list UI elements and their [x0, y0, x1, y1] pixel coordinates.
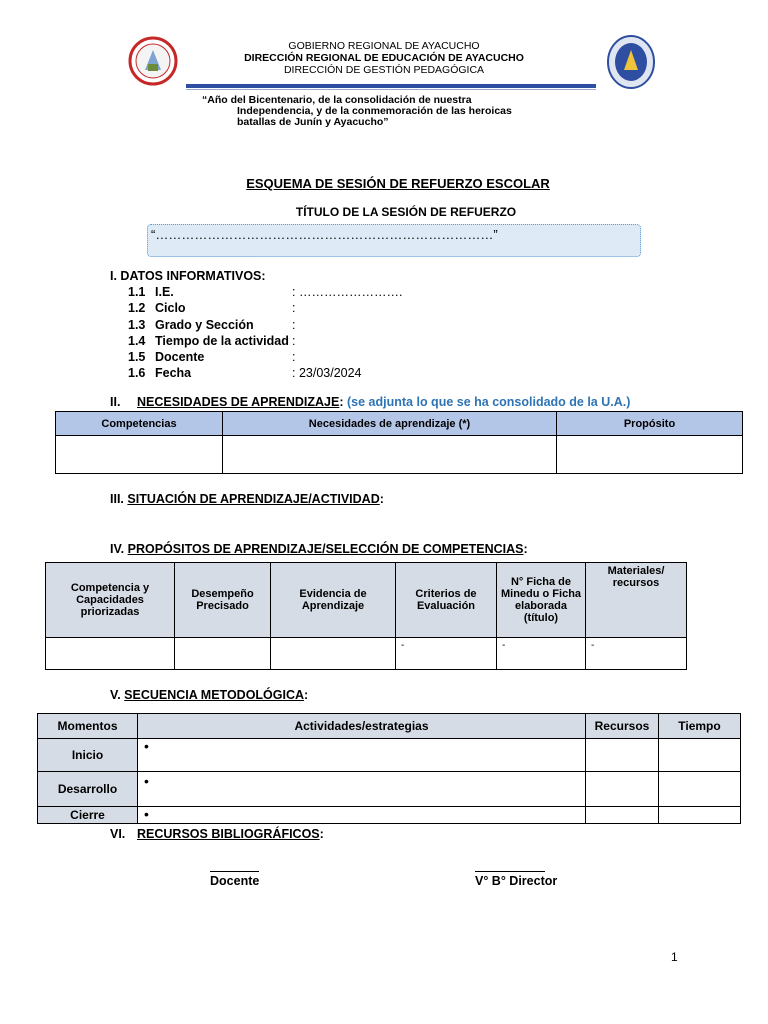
datos-number: 1.4	[128, 334, 146, 348]
header-line-2: DIRECCIÓN REGIONAL DE EDUCACIÓN DE AYACUCHO	[244, 52, 524, 64]
session-title-placeholder: “……………………………………………………………………”	[151, 227, 498, 242]
section2-note: (se adjunta lo que se ha consolidado de la U.A.)	[347, 395, 631, 409]
datos-value[interactable]: :	[292, 301, 296, 315]
section5-heading-line	[110, 687, 308, 703]
col-recursos: Recursos	[586, 714, 659, 739]
section2-heading: NECESIDADES DE APRENDIZAJE	[137, 395, 340, 409]
col-actividades: Actividades/estrategias	[138, 714, 586, 739]
datos-value[interactable]: :	[292, 334, 296, 348]
recursos-desarrollo[interactable]	[586, 772, 659, 807]
tiempo-cierre[interactable]	[659, 807, 741, 824]
col-tiempo: Tiempo	[659, 714, 741, 739]
datos-number: 1.1	[128, 285, 146, 299]
actividades-cierre[interactable]: •	[138, 807, 586, 824]
datos-label: I.E.	[155, 285, 174, 299]
needs-cell-necesidades[interactable]	[223, 436, 557, 474]
section5-number: V.	[110, 688, 121, 702]
purposes-cell-materiales[interactable]: -	[586, 638, 687, 670]
methodology-table	[37, 713, 741, 824]
section3-number: III.	[110, 492, 124, 506]
header-rule-thin	[186, 89, 596, 90]
section6-number: VI.	[110, 827, 126, 841]
session-title-box[interactable]	[147, 224, 641, 257]
datos-number: 1.5	[128, 350, 146, 364]
section6-heading-line	[137, 826, 324, 842]
datos-label: Grado y Sección	[155, 318, 254, 332]
director-label: V° B° Director	[475, 874, 558, 888]
section2-number: II.	[110, 395, 121, 409]
purposes-cell-criterios[interactable]: -	[396, 638, 497, 670]
section5-colon: :	[304, 688, 309, 702]
recursos-cierre[interactable]	[586, 807, 659, 824]
section3-heading-line	[110, 491, 384, 507]
section2-heading-line	[137, 394, 630, 410]
col-necesidades: Necesidades de aprendizaje (*)	[223, 412, 557, 436]
header-rule	[186, 84, 596, 88]
purposes-table	[45, 562, 687, 670]
datos-number: 1.2	[128, 301, 146, 315]
col-evidencia: Evidencia de Aprendizaje	[271, 563, 396, 638]
col-desempeno: Desempeño Precisado	[175, 563, 271, 638]
document-title: ESQUEMA DE SESIÓN DE REFUERZO ESCOLAR	[246, 176, 550, 191]
col-ficha: N° Ficha de Minedu o Ficha elaborada (título)	[497, 563, 586, 638]
lema-line-1: “Año del Bicentenario, de la consolidación de nuestra	[202, 94, 472, 106]
section4-number: IV.	[110, 542, 125, 556]
director-signature-line	[475, 871, 545, 872]
lema-line-2: Independencia, y de la conmemoración de las heroicas	[237, 105, 512, 117]
needs-cell-competencias[interactable]	[56, 436, 223, 474]
tiempo-desarrollo[interactable]	[659, 772, 741, 807]
datos-number: 1.6	[128, 366, 146, 380]
datos-label: Ciclo	[155, 301, 186, 315]
header-line-1: GOBIERNO REGIONAL DE AYACUCHO	[288, 40, 480, 52]
section1-heading: I. DATOS INFORMATIVOS:	[110, 269, 266, 283]
purposes-cell-evidencia[interactable]	[271, 638, 396, 670]
col-proposito: Propósito	[557, 412, 743, 436]
purposes-cell-ficha[interactable]: -	[497, 638, 586, 670]
section5-heading: SECUENCIA METODOLÓGICA	[124, 688, 305, 702]
col-momentos: Momentos	[38, 714, 138, 739]
purposes-cell-competencia[interactable]	[46, 638, 175, 670]
section4-colon: :	[523, 542, 528, 556]
datos-label: Docente	[155, 350, 205, 364]
tiempo-inicio[interactable]	[659, 739, 741, 772]
recursos-inicio[interactable]	[586, 739, 659, 772]
lema-line-3: batallas de Junín y Ayacucho”	[237, 116, 389, 128]
datos-value[interactable]: : 23/03/2024	[292, 366, 362, 380]
momento-inicio: Inicio	[38, 739, 138, 772]
momento-cierre: Cierre	[38, 807, 138, 824]
page-number: 1	[671, 950, 678, 964]
datos-number: 1.3	[128, 318, 146, 332]
actividades-desarrollo[interactable]: •	[138, 772, 586, 807]
actividades-inicio[interactable]: •	[138, 739, 586, 772]
section2-colon: :	[339, 395, 344, 409]
datos-value[interactable]: :	[292, 318, 296, 332]
section3-colon: :	[379, 492, 384, 506]
section3-heading: SITUACIÓN DE APRENDIZAJE/ACTIVIDAD	[127, 492, 380, 506]
needs-cell-proposito[interactable]	[557, 436, 743, 474]
col-competencias: Competencias	[56, 412, 223, 436]
momento-desarrollo: Desarrollo	[38, 772, 138, 807]
section6-colon: :	[319, 827, 324, 841]
datos-value[interactable]: :	[292, 350, 296, 364]
datos-label: Fecha	[155, 366, 192, 380]
section6-heading: RECURSOS BIBLIOGRÁFICOS	[137, 827, 320, 841]
section4-heading: PROPÓSITOS DE APRENDIZAJE/SELECCIÓN DE COMPETENCIAS	[127, 542, 524, 556]
docente-signature-line	[210, 871, 259, 872]
purposes-cell-desempeno[interactable]	[175, 638, 271, 670]
needs-table	[55, 411, 743, 474]
datos-value[interactable]: : …………………….	[292, 285, 403, 299]
section4-heading-line	[110, 541, 528, 557]
col-criterios: Criterios de Evaluación	[396, 563, 497, 638]
datos-label: Tiempo de la actividad	[155, 334, 289, 348]
docente-label: Docente	[210, 874, 260, 888]
header-line-3: DIRECCIÓN DE GESTIÓN PEDAGÓGICA	[283, 64, 485, 76]
col-materiales: Materiales/ recursos	[586, 563, 687, 638]
session-subtitle: TÍTULO DE LA SESIÓN DE REFUERZO	[295, 205, 517, 219]
col-competencia-capacidades: Competencia y Capacidades priorizadas	[46, 563, 175, 638]
